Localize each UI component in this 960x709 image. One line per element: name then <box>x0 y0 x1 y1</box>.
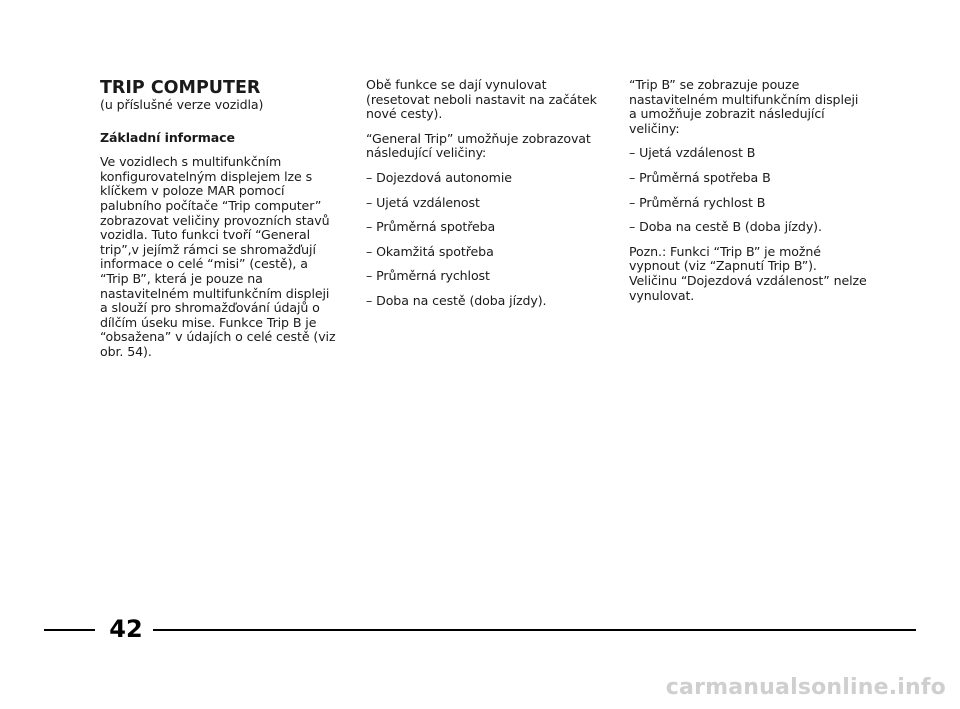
list-item: – Doba na cestě (doba jízdy). <box>366 292 547 308</box>
column-middle <box>366 78 604 319</box>
subsection-heading: Základní informace <box>100 129 235 145</box>
list-item: – Průměrná rychlost B <box>629 194 766 210</box>
column-left <box>100 78 338 370</box>
intro-paragraph: Ve vozidlech s multifunkčním konfigurovatelným displejem lze s klíčkem v poloze MAR pomocí palubního počítače “Trip computer” zobrazovat veličiny provozních stavů vozidla. Tuto funkci tvoří “General trip”,v jejímž rámci se shromažďují informace o celé “misi” (cestě), a “Trip B”, která je pouze na nastavitelném multifunkčním displeji a slouží pro shromažďování údajů o dílčím úseku mise. Funkce Trip B je “obsažena” v údajích o celé cestě (viz obr. 54). <box>100 154 336 359</box>
note-paragraph: Pozn.: Funkci “Trip B” je možné vypnout (viz “Zapnutí Trip B”). Veličinu “Dojezdová vzdálenost” nelze vynulovat. <box>629 243 867 303</box>
page-number: 42 <box>109 615 143 643</box>
list-item: – Okamžitá spotřeba <box>366 243 494 259</box>
footer-rule-left <box>44 629 95 631</box>
general-trip-list <box>366 171 604 309</box>
section-subtitle: (u příslušné verze vozidla) <box>100 97 264 112</box>
footer-rule-right <box>153 629 916 631</box>
general-trip-paragraph: “General Trip” umožňuje zobrazovat následující veličiny: <box>366 130 591 161</box>
list-item: – Ujetá vzdálenost B <box>629 145 756 161</box>
reset-paragraph: Obě funkce se dají vynulovat (resetovat neboli nastavit na začátek nové cesty). <box>366 77 597 122</box>
list-item: – Průměrná spotřeba <box>366 219 496 235</box>
section-title: TRIP COMPUTER <box>100 78 261 98</box>
trip-b-paragraph: “Trip B” se zobrazuje pouze nastavitelném multifunkčním displeji a umožňuje zobrazit následující veličiny: <box>629 77 859 136</box>
list-item: – Průměrná spotřeba B <box>629 169 771 185</box>
column-right <box>629 78 867 313</box>
list-item: – Ujetá vzdálenost <box>366 194 480 210</box>
list-item: – Dojezdová autonomie <box>366 169 512 185</box>
list-item: – Průměrná rychlost <box>366 268 490 284</box>
watermark: carmanualsonline.info <box>665 675 946 700</box>
list-item: – Doba na cestě B (doba jízdy). <box>629 219 822 235</box>
trip-b-list <box>629 146 867 234</box>
